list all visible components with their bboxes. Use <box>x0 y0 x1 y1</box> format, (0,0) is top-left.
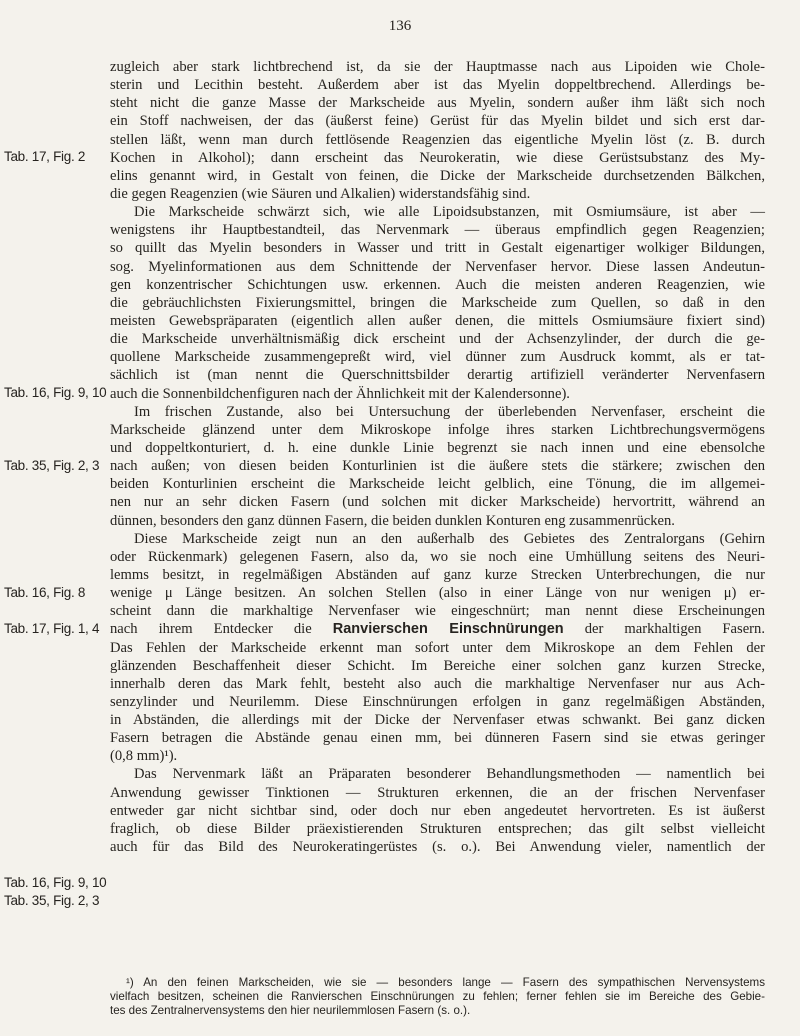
text-line: dünnen, besonders den ganz dünnen Fasern, die beiden dunklen Konturen eng zusammenrücken. <box>110 512 675 529</box>
text-line: nen nur an sehr dicken Fasern (und solchen mit dicker Markscheide) hervortritt, während an <box>110 494 765 511</box>
text-line: glänzenden Beschaffenheit dieser Schicht. Im Bereiche einer solchen ganz kurzen Strecke, <box>110 657 765 674</box>
text-line: die gegen Reagenzien (wie Säuren und Alkalien) widerstandsfähig sind. <box>110 185 531 202</box>
text-line: wenige μ Länge besitzen. An solchen Stellen (also in einer Länge von nur wenigen μ) er- <box>110 585 765 602</box>
text-line: senzylinder und Neurilemm. Diese Einschnürungen erfolgen in ganz regelmäßigen Abständen, <box>110 693 765 710</box>
text-line: elins genannt wird, in Gestalt von feinen, die Dicke der Markscheide durchsetzenden Bälkchen, <box>110 167 765 184</box>
text-line: ein Stoff nachweisen, der das (äußerst feine) Gerüst für das Myelin bildet und sich erst dar- <box>110 113 765 130</box>
text-line: fraglich, ob diese Bilder präexistierenden Strukturen entsprechen; das gilt selbst vielleicht <box>110 820 765 837</box>
text-line: Markscheide glänzend unter dem Mikroskope infolge ihres starken Lichtbrechungsvermögens <box>110 421 765 438</box>
text-line: Anwendung gewisser Tinktionen — Strukturen erkennen, die an der frischen Nervenfaser <box>110 784 765 801</box>
text-fragment: nach ihrem Entdecker die <box>110 621 333 638</box>
text-line: meisten Gewebspräparaten (eigentlich allen außer denen, die mittels Osmiumsäure fixiert sind) <box>110 312 765 329</box>
text-line: Die Markscheide schwärzt sich, wie alle Lipoidsubstanzen, mit Osmiumsäure, ist aber — <box>134 204 765 221</box>
text-line: die Markscheide unverhältnismäßig dick erscheint und der Achsenzylinder, der durch die ge- <box>110 331 765 348</box>
margin-note: Tab. 16, Fig. 9, 10 <box>4 875 107 890</box>
text-line: Kochen in Alkohol); dann erscheint das Neurokeratin, wie diese Gerüstsubstanz des My- <box>110 149 765 166</box>
text-line: sächlich ist (man nennt die Querschnittsbilder derartig artifiziell veränderter Nervenfasern <box>110 367 765 384</box>
text-line: auch für das Bild des Neurokeratingerüstes (s. o.). Bei Anwendung vieler, namentlich der <box>110 839 765 856</box>
text-line: (0,8 mm)¹). <box>110 748 178 765</box>
text-line: quollene Markscheide zusammengepreßt wird, viel dünner zum Ausdruck kommt, als er tat- <box>110 349 765 366</box>
text-line: entweder gar nicht sichtbar sind, oder doch nur eben angedeutet hervortreten. Es ist äußerst <box>110 802 765 819</box>
text-line: lemms besitzt, in regelmäßigen Abständen auf ganz kurze Strecken Unterbrechungen, die nur <box>110 566 765 583</box>
footnote <box>110 976 765 1019</box>
text-line: Diese Markscheide zeigt nun an den außerhalb des Gebietes des Zentralorgans (Gehirn <box>134 530 765 547</box>
margin-note: Tab. 35, Fig. 2, 3 <box>4 458 100 473</box>
text-line: sog. Myelinformationen aus dem Schnittende der Nervenfaser hervor. Diese lassen Andeutun- <box>110 258 765 275</box>
text-line: sterin und Lecithin besteht. Außerdem aber ist das Myelin doppeltbrechend. Allerdings be- <box>110 77 765 94</box>
text-line: Das Fehlen der Markscheide erkennt man sofort unter dem Mikroskope an dem Fehlen der <box>110 639 765 656</box>
text-fragment: der markhaltigen Fasern. <box>563 621 765 638</box>
text-line: und doppeltkonturiert, d. h. eine dunkle Linie begrenzt sie nach innen und eine ebensolche <box>110 439 765 456</box>
text-line: zugleich aber stark lichtbrechend ist, da sie der Hauptmasse nach aus Lipoiden wie Chole- <box>110 59 765 75</box>
text-line: Das Nervenmark läßt an Präparaten besonderer Behandlungsmethoden — namentlich bei <box>134 766 765 783</box>
page-number: 136 <box>388 18 412 34</box>
body-text <box>110 58 765 856</box>
margin-note: Tab. 16, Fig. 8 <box>4 585 86 600</box>
text-line: innerhalb deren das Mark fehlt, besteht also auch die markhaltige Nervenfaser nur aus Ach- <box>110 675 765 692</box>
text-line: beiden Konturlinien erscheint die Markscheide leicht gelblich, eine Tönung, die im allgemei- <box>110 476 765 493</box>
text-line: gen konzentrischer Schichtungen usw. erkennen. Auch die meisten anderen Reagenzien, wie <box>110 276 765 293</box>
footnote-line: vielfach besitzen, scheinen die Ranvierschen Einschnürungen zu fehlen; ferner fehlen sie im Bereiche des Gebie- <box>110 990 765 1004</box>
footnote-line: tes des Zentralnervensystems den hier neurilemmlosen Fasern (s. o.). <box>110 1004 471 1018</box>
text-line: so quillt das Myelin besonders in Wasser und tritt in Gestalt eigenartiger wolkiger Bildungen, <box>110 240 765 257</box>
text-line: auch die Sonnenbildchenfiguren nach der Ähnlichkeit mit der Kalendersonne). <box>110 385 570 402</box>
text-line: in Abständen, die allerdings mit der Dicke der Nervenfaser etwas schwankt. Bei ganz dicken <box>110 712 765 729</box>
text-line: stellen läßt, wenn man durch fettlösende Reagenzien das eigentliche Myelin löst (z. B. durch <box>110 131 765 148</box>
text-line: steht nicht die ganze Masse der Markscheide aus Myelin, sondern außer ihm läßt sich noch <box>110 95 765 112</box>
text-line: Fasern betragen die Abstände genau einen mm, bei dünneren Fasern sind sie etwas geringer <box>110 730 765 747</box>
text-line: die gebräuchlichsten Fixierungsmittel, bringen die Markscheide zum Quellen, so daß in den <box>110 294 765 311</box>
margin-note: Tab. 16, Fig. 9, 10 <box>4 385 107 400</box>
text-line: oder Rückenmark) gelegenen Fasern, also da, wo sie noch eine Umhüllung seitens des Neuri- <box>110 548 765 565</box>
text-line <box>110 620 765 638</box>
text-line: nach außen; von diesen beiden Konturlinien ist die äußere stets die stärkere; zwischen den <box>110 458 765 475</box>
ranvier-term: Ranvierschen Einschnürungen <box>332 621 564 638</box>
text-line: Im frischen Zustande, also bei Untersuchung der überlebenden Nervenfaser, erscheint die <box>134 403 765 420</box>
footnote-line: ¹) An den feinen Markscheiden, wie sie — besonders lange — Fasern des sympathischen Nervensystems <box>126 976 765 989</box>
margin-note: Tab. 35, Fig. 2, 3 <box>4 893 100 908</box>
margin-note: Tab. 17, Fig. 2 <box>4 149 86 164</box>
margin-note: Tab. 17, Fig. 1, 4 <box>4 621 100 636</box>
text-line: scheint dann die markhaltige Nervenfaser wie eingeschnürt; man nennt diese Erscheinungen <box>110 603 765 620</box>
text-line: wenigstens ihr Hauptbestandteil, das Nervenmark — überaus empfindlich gegen Reagenzien; <box>110 222 765 239</box>
